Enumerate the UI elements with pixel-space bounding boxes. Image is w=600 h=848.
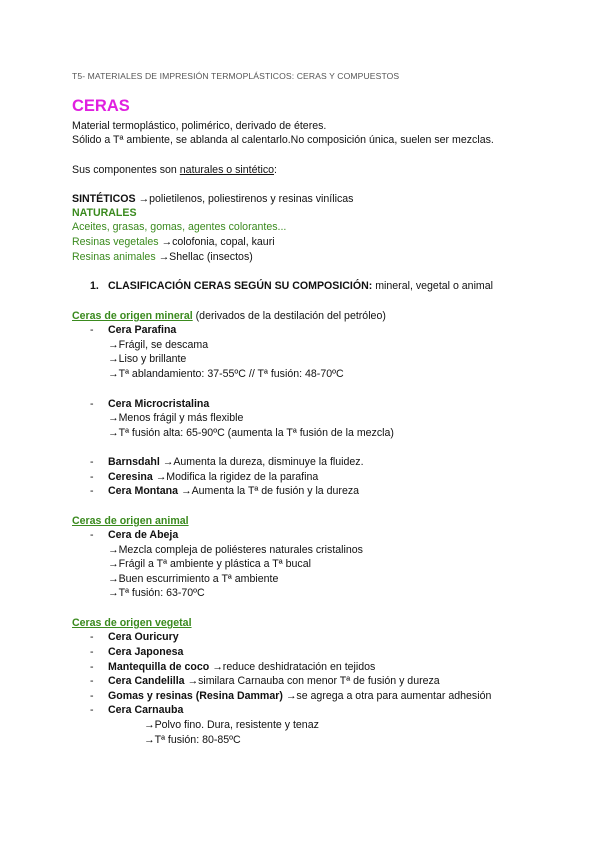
vegetal-item-text: →reduce deshidratación en tejidos — [209, 661, 376, 673]
mineral-other-name: Barnsdahl — [108, 456, 160, 468]
section-heading — [108, 280, 493, 293]
vegetal-item — [108, 631, 179, 644]
vegetal-item-name: Cera Ouricury — [108, 631, 179, 643]
mineral-heading: Ceras de origen mineral — [72, 310, 193, 322]
components-line — [72, 164, 277, 177]
vegetable-resins-text: →colofonia, copal, kauri — [158, 236, 275, 248]
vegetal-item-text: →similara Carnauba con menor Tª de fusión y dureza — [184, 675, 440, 687]
vegetal-item-name: Gomas y resinas (Resina Dammar) — [108, 690, 283, 702]
bullet-dash: - — [90, 324, 94, 336]
vegetal-item-name: Cera Candelilla — [108, 675, 185, 687]
parafina-line-3: →Tª ablandamiento: 37-55ºC // Tª fusión: 48-70ºC — [108, 368, 344, 380]
abeja-line-2: →Frágil a Tª ambiente y plástica a Tª bucal — [108, 558, 311, 570]
vegetal-item — [108, 646, 183, 659]
vegetal-heading: Ceras de origen vegetal — [72, 617, 192, 629]
abeja-line-1: →Mezcla compleja de poliésteres naturales cristalinos — [108, 544, 363, 556]
vegetal-item — [108, 704, 183, 717]
mineral-other-text: →Aumenta la Tª de fusión y la dureza — [178, 485, 360, 497]
components-prefix: Sus componentes son — [72, 164, 180, 176]
natural-line-1: Aceites, grasas, gomas, agentes colorantes... — [72, 221, 287, 233]
page-title: CERAS — [72, 97, 130, 115]
vegetal-item — [108, 675, 440, 688]
bullet-dash: - — [90, 690, 94, 702]
section-heading-rest: mineral, vegetal o animal — [372, 280, 493, 292]
bullet-dash: - — [90, 529, 94, 541]
bullet-dash: - — [90, 661, 94, 673]
section-number: 1. — [90, 280, 99, 292]
bullet-dash: - — [90, 675, 94, 687]
carnauba-line-2: →Tª fusión: 80-85ºC — [144, 734, 241, 746]
animal-resins-text: →Shellac (insectos) — [155, 251, 253, 263]
mineral-other-item — [108, 456, 364, 469]
bullet-dash: - — [90, 398, 94, 410]
mineral-other-item — [108, 471, 318, 484]
bullet-dash: - — [90, 631, 94, 643]
natural-line-3 — [72, 251, 253, 264]
abeja-name: Cera de Abeja — [108, 529, 179, 541]
intro-line-2: Sólido a Tª ambiente, se ablanda al calentarlo.No composición única, suelen ser mezclas. — [72, 134, 494, 146]
mineral-other-item — [108, 485, 359, 498]
parafina-name: Cera Parafina — [108, 324, 177, 336]
abeja-line-3: →Buen escurrimiento a Tª ambiente — [108, 573, 279, 585]
animal-heading: Ceras de origen animal — [72, 515, 189, 527]
vegetal-item-name: Cera Carnauba — [108, 704, 184, 716]
vegetal-item-name: Mantequilla de coco — [108, 661, 210, 673]
mineral-other-text: →Modifica la rigidez de la parafina — [152, 471, 319, 483]
parafina-line-2: →Liso y brillante — [108, 353, 187, 365]
vegetal-item — [108, 690, 491, 703]
synthetic-line — [72, 193, 353, 206]
intro-line-1: Material termoplástico, polimérico, derivado de éteres. — [72, 120, 327, 132]
parafina-line-1: →Frágil, se descama — [108, 339, 209, 351]
components-suffix: : — [274, 164, 277, 176]
section-heading-bold: CLASIFICACIÓN CERAS SEGÚN SU COMPOSICIÓN: — [108, 280, 373, 292]
bullet-dash: - — [90, 704, 94, 716]
carnauba-line-1: →Polvo fino. Dura, resistente y tenaz — [144, 719, 319, 731]
animal-resins-label: Resinas animales — [72, 251, 156, 263]
bullet-dash: - — [90, 646, 94, 658]
bullet-dash: - — [90, 456, 94, 468]
synthetic-label: SINTÉTICOS — [72, 193, 136, 205]
mineral-other-text: →Aumenta la dureza, disminuye la fluidez. — [159, 456, 364, 468]
abeja-line-4: →Tª fusión: 63-70ºC — [108, 587, 205, 599]
micro-line-1: →Menos frágil y más flexible — [108, 412, 244, 424]
components-underlined: naturales o sintético — [179, 164, 275, 176]
vegetal-item-text: →se agrega a otra para aumentar adhesión — [282, 690, 492, 702]
mineral-heading-line — [72, 310, 386, 323]
micro-line-2: →Tª fusión alta: 65-90ºC (aumenta la Tª fusión de la mezcla) — [108, 427, 394, 439]
page-header: T5- MATERIALES DE IMPRESIÓN TERMOPLÁSTICOS: CERAS Y COMPUESTOS — [72, 71, 400, 81]
synthetic-text: →polietilenos, poliestirenos y resinas vinílicas — [135, 193, 354, 205]
mineral-other-name: Cera Montana — [108, 485, 179, 497]
mineral-note: (derivados de la destilación del petróleo) — [192, 310, 386, 322]
vegetal-item — [108, 661, 375, 674]
natural-label: NATURALES — [72, 207, 137, 219]
bullet-dash: - — [90, 485, 94, 497]
micro-name: Cera Microcristalina — [108, 398, 210, 410]
bullet-dash: - — [90, 471, 94, 483]
vegetal-item-name: Cera Japonesa — [108, 646, 184, 658]
vegetable-resins-label: Resinas vegetales — [72, 236, 159, 248]
mineral-other-name: Ceresina — [108, 471, 153, 483]
natural-line-2 — [72, 236, 275, 249]
